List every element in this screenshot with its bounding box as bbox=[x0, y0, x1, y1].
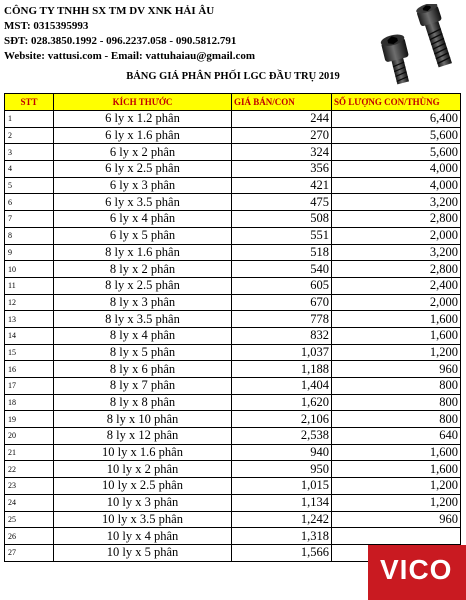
cell-stt: 25 bbox=[5, 511, 54, 528]
cell-price: 1,188 bbox=[232, 361, 332, 378]
cell-stt: 13 bbox=[5, 311, 54, 328]
cell-price: 1,318 bbox=[232, 528, 332, 545]
cell-stt: 14 bbox=[5, 327, 54, 344]
table-row bbox=[5, 528, 461, 545]
cell-quantity: 800 bbox=[332, 411, 461, 428]
table-row bbox=[5, 378, 461, 395]
cell-quantity: 960 bbox=[332, 361, 461, 378]
table-row bbox=[5, 394, 461, 411]
cell-size: 6 ly x 4 phân bbox=[54, 211, 232, 228]
table-row bbox=[5, 428, 461, 445]
cell-quantity: 2,400 bbox=[332, 277, 461, 294]
cell-quantity: 1,600 bbox=[332, 311, 461, 328]
cell-stt: 27 bbox=[5, 544, 54, 561]
cell-price: 1,134 bbox=[232, 494, 332, 511]
cell-quantity: 5,600 bbox=[332, 144, 461, 161]
cell-stt: 5 bbox=[5, 177, 54, 194]
cell-size: 8 ly x 12 phân bbox=[54, 428, 232, 445]
cell-price: 670 bbox=[232, 294, 332, 311]
price-list-title: BẢNG GIÁ PHÂN PHỐI LGC ĐẦU TRỤ 2019 bbox=[126, 71, 340, 82]
cell-stt: 17 bbox=[5, 378, 54, 395]
cell-quantity: 5,600 bbox=[332, 127, 461, 144]
cell-stt: 11 bbox=[5, 277, 54, 294]
cell-size: 8 ly x 5 phân bbox=[54, 344, 232, 361]
cell-size: 8 ly x 7 phân bbox=[54, 378, 232, 395]
cell-size: 10 ly x 2 phân bbox=[54, 461, 232, 478]
cell-size: 10 ly x 3 phân bbox=[54, 494, 232, 511]
cell-quantity: 800 bbox=[332, 394, 461, 411]
cell-price: 518 bbox=[232, 244, 332, 261]
cell-price: 540 bbox=[232, 261, 332, 278]
column-header-stt: STT bbox=[5, 94, 54, 111]
cell-price: 356 bbox=[232, 161, 332, 178]
cell-quantity: 1,200 bbox=[332, 494, 461, 511]
table-row bbox=[5, 144, 461, 161]
cell-stt: 7 bbox=[5, 211, 54, 228]
cell-quantity: 2,800 bbox=[332, 261, 461, 278]
cell-stt: 9 bbox=[5, 244, 54, 261]
cell-price: 1,015 bbox=[232, 478, 332, 495]
price-table bbox=[4, 93, 461, 562]
table-row bbox=[5, 511, 461, 528]
cell-price: 551 bbox=[232, 227, 332, 244]
table-row bbox=[5, 244, 461, 261]
column-header-price: GIÁ BÁN/CON bbox=[232, 94, 332, 111]
cell-price: 950 bbox=[232, 461, 332, 478]
cell-quantity: 1,600 bbox=[332, 461, 461, 478]
logo-text: VICO bbox=[380, 554, 453, 585]
table-row bbox=[5, 478, 461, 495]
cell-stt: 23 bbox=[5, 478, 54, 495]
cell-quantity: 1,600 bbox=[332, 327, 461, 344]
table-row bbox=[5, 227, 461, 244]
cell-quantity: 1,200 bbox=[332, 344, 461, 361]
cell-size: 6 ly x 2.5 phân bbox=[54, 161, 232, 178]
table-row bbox=[5, 111, 461, 128]
column-header-quantity: SỐ LƯỢNG CON/THÙNG bbox=[332, 94, 461, 111]
cell-stt: 18 bbox=[5, 394, 54, 411]
cell-size: 10 ly x 1.6 phân bbox=[54, 444, 232, 461]
cell-quantity: 4,000 bbox=[332, 161, 461, 178]
cell-price: 270 bbox=[232, 127, 332, 144]
cell-size: 6 ly x 1.2 phân bbox=[54, 111, 232, 128]
cell-size: 10 ly x 2.5 phân bbox=[54, 478, 232, 495]
cell-quantity: 640 bbox=[332, 428, 461, 445]
cell-price: 832 bbox=[232, 327, 332, 344]
cell-size: 8 ly x 8 phân bbox=[54, 394, 232, 411]
cell-stt: 12 bbox=[5, 294, 54, 311]
cell-stt: 2 bbox=[5, 127, 54, 144]
cell-price: 1,242 bbox=[232, 511, 332, 528]
cell-quantity: 3,200 bbox=[332, 244, 461, 261]
cell-stt: 24 bbox=[5, 494, 54, 511]
cell-price: 1,404 bbox=[232, 378, 332, 395]
cell-price: 421 bbox=[232, 177, 332, 194]
table-row bbox=[5, 294, 461, 311]
cell-stt: 22 bbox=[5, 461, 54, 478]
table-row bbox=[5, 311, 461, 328]
table-row bbox=[5, 127, 461, 144]
cell-stt: 20 bbox=[5, 428, 54, 445]
cell-size: 6 ly x 2 phân bbox=[54, 144, 232, 161]
cell-stt: 8 bbox=[5, 227, 54, 244]
cell-size: 8 ly x 10 phân bbox=[54, 411, 232, 428]
cell-price: 940 bbox=[232, 444, 332, 461]
cell-quantity bbox=[332, 528, 461, 545]
cell-price: 2,538 bbox=[232, 428, 332, 445]
cell-size: 8 ly x 2 phân bbox=[54, 261, 232, 278]
cell-price: 244 bbox=[232, 111, 332, 128]
cell-quantity: 2,800 bbox=[332, 211, 461, 228]
cell-price: 2,106 bbox=[232, 411, 332, 428]
cell-price: 778 bbox=[232, 311, 332, 328]
cell-stt: 26 bbox=[5, 528, 54, 545]
table-row bbox=[5, 277, 461, 294]
table-row bbox=[5, 444, 461, 461]
cell-stt: 3 bbox=[5, 144, 54, 161]
company-name: CÔNG TY TNHH SX TM DV XNK HẢI ÂU bbox=[4, 5, 215, 17]
cell-quantity: 3,200 bbox=[332, 194, 461, 211]
cell-quantity: 800 bbox=[332, 378, 461, 395]
table-header-row bbox=[5, 94, 461, 111]
cell-price: 475 bbox=[232, 194, 332, 211]
cell-size: 10 ly x 5 phân bbox=[54, 544, 232, 561]
cell-size: 8 ly x 6 phân bbox=[54, 361, 232, 378]
column-header-size: KÍCH THƯỚC bbox=[54, 94, 232, 111]
tax-code: MST: 0315395993 bbox=[4, 20, 89, 32]
table-row bbox=[5, 261, 461, 278]
cell-quantity: 6,400 bbox=[332, 111, 461, 128]
cell-quantity: 1,600 bbox=[332, 444, 461, 461]
cell-quantity: 2,000 bbox=[332, 227, 461, 244]
cell-price: 605 bbox=[232, 277, 332, 294]
table-row bbox=[5, 344, 461, 361]
cell-price: 1,037 bbox=[232, 344, 332, 361]
cell-quantity: 4,000 bbox=[332, 177, 461, 194]
table-row bbox=[5, 211, 461, 228]
cell-size: 8 ly x 2.5 phân bbox=[54, 277, 232, 294]
cell-price: 324 bbox=[232, 144, 332, 161]
company-header bbox=[4, 2, 374, 64]
cell-quantity: 2,000 bbox=[332, 294, 461, 311]
phone-numbers: SĐT: 028.3850.1992 - 096.2237.058 - 090.5812.791 bbox=[4, 35, 237, 47]
cell-size: 8 ly x 1.6 phân bbox=[54, 244, 232, 261]
cell-stt: 16 bbox=[5, 361, 54, 378]
cell-quantity: 960 bbox=[332, 511, 461, 528]
table-row bbox=[5, 177, 461, 194]
cell-stt: 1 bbox=[5, 111, 54, 128]
cell-price: 508 bbox=[232, 211, 332, 228]
table-row bbox=[5, 194, 461, 211]
table-row bbox=[5, 161, 461, 178]
cell-size: 6 ly x 3.5 phân bbox=[54, 194, 232, 211]
cell-stt: 19 bbox=[5, 411, 54, 428]
cell-price: 1,566 bbox=[232, 544, 332, 561]
table-row bbox=[5, 494, 461, 511]
table-row bbox=[5, 327, 461, 344]
table-body bbox=[5, 111, 461, 562]
table-row bbox=[5, 361, 461, 378]
website-email: Website: vattusi.com - Email: vattuhaiau@gmail.com bbox=[4, 50, 255, 62]
cell-size: 8 ly x 3.5 phân bbox=[54, 311, 232, 328]
cell-size: 6 ly x 3 phân bbox=[54, 177, 232, 194]
cell-stt: 10 bbox=[5, 261, 54, 278]
cell-quantity: 1,200 bbox=[332, 478, 461, 495]
cell-stt: 4 bbox=[5, 161, 54, 178]
table-row bbox=[5, 411, 461, 428]
cell-size: 8 ly x 4 phân bbox=[54, 327, 232, 344]
cell-price: 1,620 bbox=[232, 394, 332, 411]
cell-size: 10 ly x 3.5 phân bbox=[54, 511, 232, 528]
cell-stt: 15 bbox=[5, 344, 54, 361]
table-row bbox=[5, 461, 461, 478]
cell-size: 6 ly x 1.6 phân bbox=[54, 127, 232, 144]
cell-stt: 6 bbox=[5, 194, 54, 211]
cell-size: 6 ly x 5 phân bbox=[54, 227, 232, 244]
cell-size: 8 ly x 3 phân bbox=[54, 294, 232, 311]
cell-stt: 21 bbox=[5, 444, 54, 461]
vico-logo bbox=[368, 545, 466, 600]
cell-size: 10 ly x 4 phân bbox=[54, 528, 232, 545]
